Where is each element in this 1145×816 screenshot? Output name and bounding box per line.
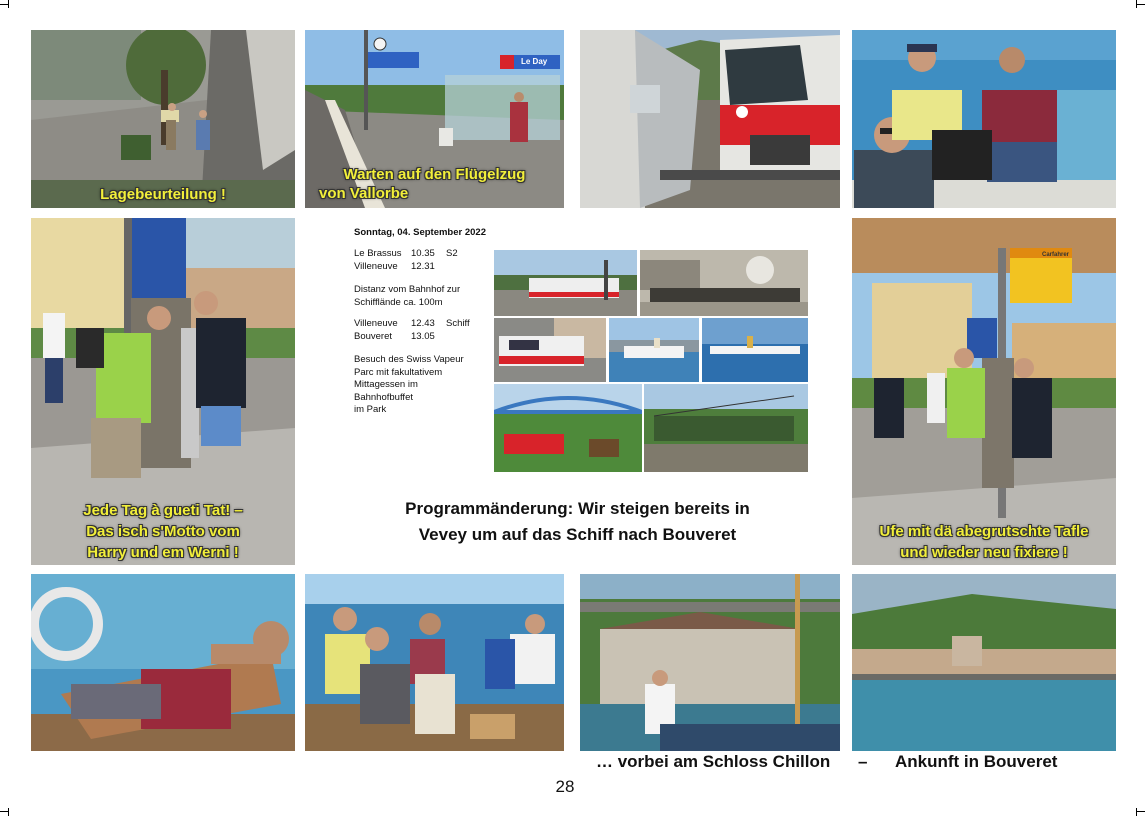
- schedule-row: [354, 318, 494, 331]
- schedule-time: 12.31: [411, 261, 435, 272]
- schedule-place: Le Brassus: [354, 248, 402, 259]
- visit-line4: Bahnhofbuffet: [354, 391, 413, 403]
- caption-gueti-tat-line1: Jede Tag à gueti Tat! –: [83, 502, 243, 519]
- caption-dash: –: [858, 752, 868, 771]
- program-change-note: [330, 496, 825, 548]
- crop-mark-top-right: [1137, 4, 1145, 13]
- schedule-place: Villeneuve: [354, 318, 398, 329]
- caption-chillon: … vorbei am Schloss Chillon: [596, 752, 831, 771]
- photo-platform-waiting: [305, 30, 564, 208]
- schedule-time: 12.43: [411, 318, 435, 329]
- schedule-place: Villeneuve: [354, 261, 398, 272]
- collage-green-train: [644, 384, 808, 472]
- distance-note: [354, 284, 494, 309]
- distance-line1: Distanz vom Bahnhof zur: [354, 284, 461, 295]
- caption-warten-line1: Warten auf den Flügelzug: [343, 166, 526, 183]
- schedule-place: Bouveret: [354, 331, 393, 342]
- schedule-note: Schiff: [446, 318, 470, 329]
- photo-boat-travellers: [852, 30, 1116, 208]
- collage-steel-bridge: [494, 384, 642, 472]
- crop-mark-bottom-right: [1137, 803, 1145, 812]
- schedule-note: [446, 331, 476, 344]
- program-change-line1: Programmänderung: Wir steigen bereits in: [405, 499, 750, 518]
- program-info: [354, 227, 494, 417]
- caption-ufe-mit-line2: und wieder neu fixiere !: [900, 544, 1068, 561]
- distance-line2: Schifflände ca. 100m: [354, 296, 443, 308]
- crop-mark-bottom-left: [0, 803, 8, 812]
- crop-mark-bottom-left-v: [8, 808, 17, 816]
- visit-line3: Mittagessen im: [354, 379, 418, 390]
- schedule-row: [354, 331, 494, 344]
- program-date: Sonntag, 04. September 2022: [354, 227, 486, 238]
- visit-line1: Besuch des Swiss Vapeur: [354, 354, 464, 365]
- schedule-note: [446, 261, 476, 274]
- crop-mark-bottom-right-v: [1128, 808, 1137, 816]
- caption-ufe-mit: [852, 521, 1116, 563]
- caption-warten: [305, 165, 564, 203]
- caption-ufe-mit-line1: Ufe mit dä abegrutschte Tafle: [879, 523, 1089, 540]
- visit-line2: Parc mit fakultativem: [354, 366, 443, 378]
- schedule-time: 10.35: [411, 248, 435, 259]
- schedule-note: S2: [446, 248, 458, 259]
- schedule-time: 13.05: [411, 331, 435, 342]
- page-number: 28: [555, 777, 575, 796]
- visit-line5: im Park: [354, 404, 387, 415]
- photo-lagebeurteilung: [31, 30, 295, 208]
- program-change-line2: Vevey um auf das Schiff nach Bouveret: [418, 525, 737, 544]
- caption-bouveret: Ankunft in Bouveret: [895, 752, 1058, 771]
- bus-stop-sign-text: Carfahrer: [1042, 252, 1070, 258]
- crop-mark-top-left-v: [8, 0, 17, 8]
- caption-gueti-tat-line2: Das isch s'Motto vom: [86, 523, 240, 540]
- caption-gueti-tat-line3: Harry und em Werni !: [87, 544, 239, 561]
- collage-train-station: [494, 250, 637, 316]
- crop-mark-top-left: [0, 4, 8, 13]
- collage-paddle-steamer-2: [702, 318, 808, 382]
- photo-train-coupling: [580, 30, 840, 208]
- photo-deck-benches: [305, 574, 564, 751]
- photo-fixing-sign: [31, 218, 295, 565]
- visit-note: [354, 354, 494, 417]
- collage-red-train: [494, 318, 606, 382]
- photo-deckchair-relax: [31, 574, 295, 751]
- photo-chillon-castle: [580, 574, 840, 751]
- station-sign-text: Le Day: [521, 57, 548, 66]
- collage-historic-steam: [640, 250, 808, 316]
- crop-mark-top-right-v: [1128, 0, 1137, 8]
- collage-paddle-steamer-1: [609, 318, 699, 382]
- caption-gueti-tat: [31, 500, 295, 563]
- caption-warten-line2: von Vallorbe: [319, 185, 409, 202]
- photo-bouveret-arrival: [852, 574, 1116, 751]
- caption-lagebeurteilung: Lagebeurteilung !: [100, 186, 226, 203]
- schedule-row: [354, 261, 494, 274]
- schedule-row: [354, 248, 494, 261]
- photo-bus-stop-sign: [852, 218, 1116, 565]
